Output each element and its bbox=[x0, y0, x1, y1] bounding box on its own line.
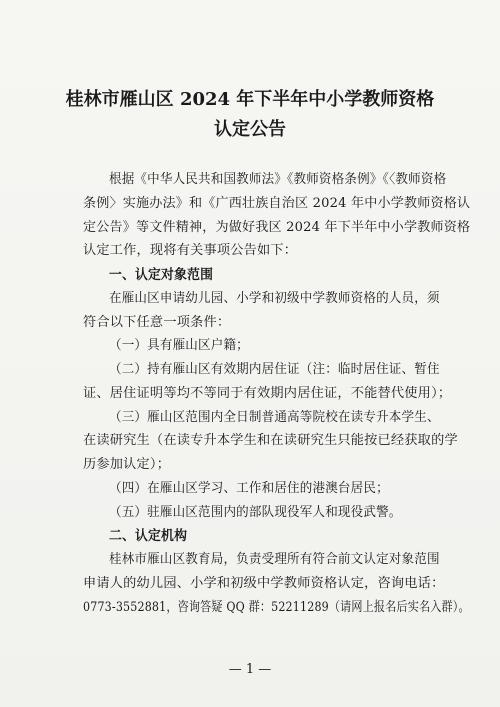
body-line: （二）持有雁山区有效期内居住证（注：临时居住证、暂住 bbox=[109, 362, 440, 377]
body-line: 符合以下任意一项条件： bbox=[83, 314, 231, 330]
body-line: 定公告》等文件精神，为做好我区 2024 年下半年中小学教师资格 bbox=[83, 219, 471, 235]
body-line: 历参加认定）； bbox=[83, 457, 171, 472]
body-line: 0773-3552881，咨询答疑 QQ 群：52211289（请网上报名后实名入群）。 bbox=[83, 599, 470, 615]
document-title-line-1: 桂林市雁山区 2024 年下半年中小学教师资格 bbox=[65, 89, 435, 110]
body-line: 申请人的幼儿园、小学和初级中学教师资格认定，咨询电话： bbox=[83, 575, 445, 591]
body-line: 桂林市雁山区教育局，负责受理所有符合前文认定对象范围 bbox=[109, 552, 440, 567]
body-line: （四）在雁山区学习、工作和居住的港澳台居民； bbox=[109, 480, 389, 496]
body-line: 条例〉实施办法》和《广西壮族自治区 2024 年中小学教师资格认 bbox=[83, 195, 471, 211]
body-line: 认定工作，现将有关事项公告如下： bbox=[83, 243, 298, 259]
body-line: 根据《中华人民共和国教师法》《教师资格条例》《〈教师资格 bbox=[109, 172, 447, 187]
body-line: （五）驻雁山区范围内的部队现役军人和现役武警。 bbox=[109, 504, 402, 520]
section-heading: 二、认定机构 bbox=[109, 528, 188, 545]
section-heading: 一、认定对象范围 bbox=[109, 267, 214, 283]
body-line: （一）具有雁山区户籍； bbox=[109, 338, 249, 354]
document-title-line-2: 认定公告 bbox=[214, 119, 286, 140]
body-line: 在雁山区申请幼儿园、小学和初级中学教师资格的人员，须 bbox=[109, 290, 440, 306]
page-number: — 1 — bbox=[228, 662, 272, 677]
body-line: 在读研究生（在读专升本学生和在读研究生只能按已经获取的学 bbox=[83, 433, 458, 449]
body-line: 证、居住证明等均不等同于有效期内居住证，不能替代使用）； bbox=[83, 385, 452, 401]
body-line: （三）雁山区范围内全日制普通高等院校在读专升本学生、 bbox=[109, 409, 440, 425]
